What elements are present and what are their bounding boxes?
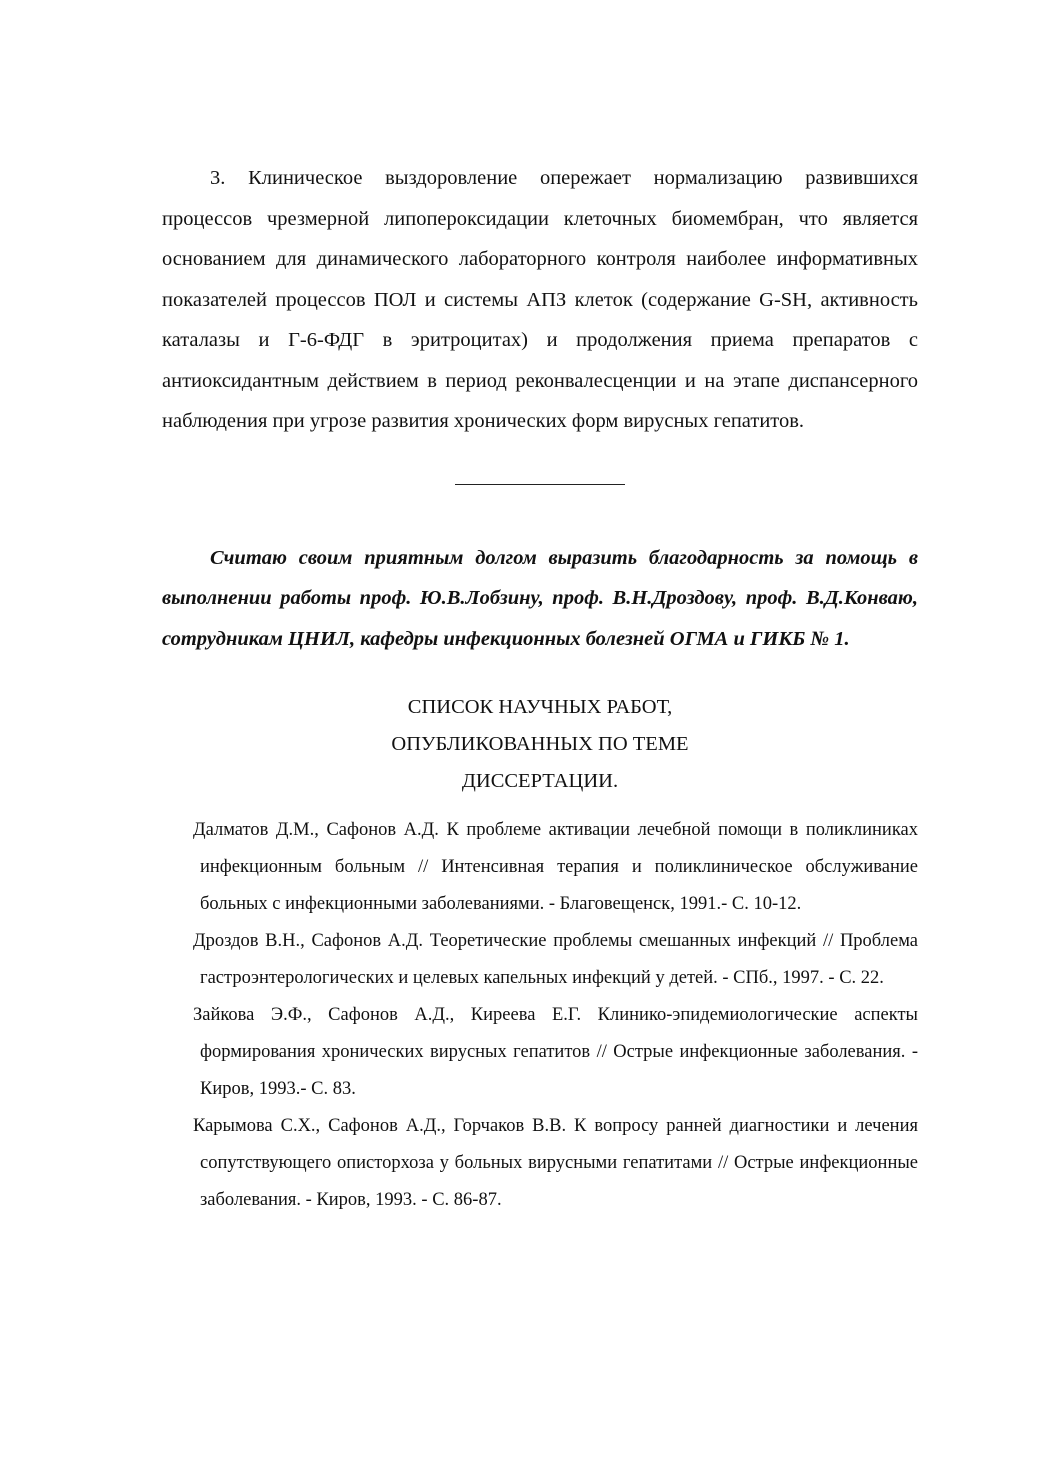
publication-item-4: Карымова С.Х., Сафонов А.Д., Горчаков В.В. К вопросу ранней диагностики и лечения сопутствующего описторхоза у больных вирусными гепатитами // Острые инфекционные заболевания. - Киров, 1993. - С. 86-87. bbox=[193, 1116, 918, 1210]
publications-heading bbox=[162, 689, 918, 800]
publications-list bbox=[162, 812, 918, 1219]
conclusion-paragraph: 3. Клиническое выздоровление опережает нормализацию развившихся процессов чрезмерной липопероксидации клеточных биомембран, что является основанием для динамического лабораторного контроля наиболее информативных показателей процессов ПОЛ и системы АПЗ клеток (содержание G-SH, активность каталазы и Г-6-ФДГ в эритроцитах) и продолжения приема препаратов с антиоксидантным действием в период реконвалесценции и на этапе диспансерного наблюдения при угрозе развития хронических форм вирусных гепатитов. bbox=[162, 167, 918, 432]
acknowledgement-paragraph: Считаю своим приятным долгом выразить благодарность за помощь в выполнении работы проф. Ю.В.Лобзину, проф. В.Н.Дроздову, проф. В.Д.Конваю, сотрудникам ЦНИЛ, кафедры инфекционных болезней ОГМА и ГИКБ № 1. bbox=[162, 546, 918, 650]
document-page bbox=[162, 158, 918, 1219]
publication-item-3: Зайкова Э.Ф., Сафонов А.Д., Киреева Е.Г. Клинико-эпидемиологические аспекты формирования хронических вирусных гепатитов // Острые инфекционные заболевания. - Киров, 1993.- С. 83. bbox=[193, 1005, 918, 1099]
publication-item-1: Далматов Д.М., Сафонов А.Д. К проблеме активации лечебной помощи в поликлиниках инфекционным больным // Интенсивная терапия и поликлиническое обслуживание больных с инфекционными заболеваниями. - Благовещенск, 1991.- С. 10-12. bbox=[193, 820, 918, 914]
section-divider bbox=[455, 484, 625, 485]
publications-heading-line-3: ДИССЕРТАЦИИ. bbox=[461, 770, 619, 792]
publications-heading-line-2: ОПУБЛИКОВАННЫХ ПО ТЕМЕ bbox=[391, 733, 689, 755]
publications-heading-line-1: СПИСОК НАУЧНЫХ РАБОТ, bbox=[407, 696, 673, 718]
publication-item-2: Дроздов В.Н., Сафонов А.Д. Теоретические проблемы смешанных инфекций // Проблема гастроэнтерологических и целевых капельных инфекций у детей. - СПб., 1997. - С. 22. bbox=[193, 931, 918, 988]
